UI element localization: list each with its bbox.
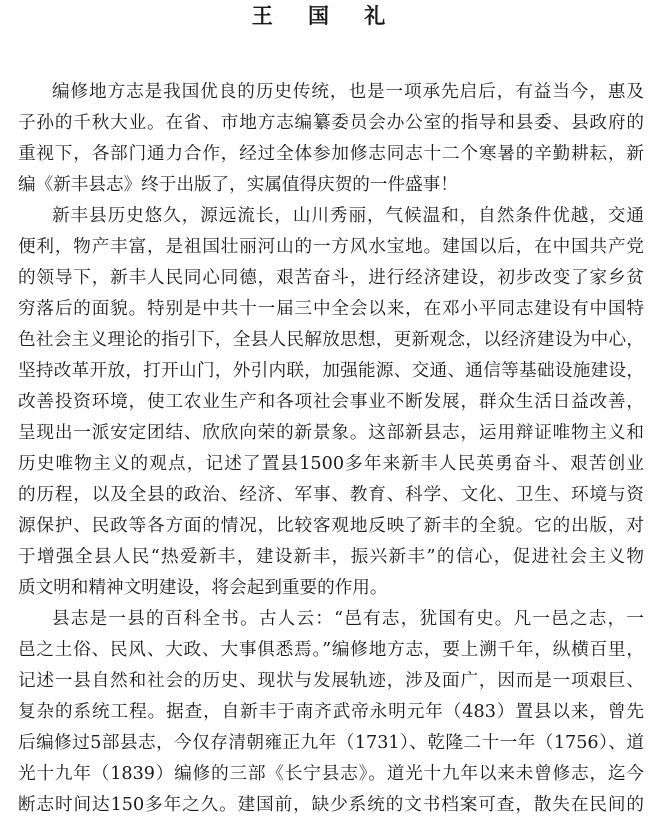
text-line: 的领导下，新丰人民同心同德，艰苦奋斗，进行经济建设，初步改变了家乡贫 xyxy=(18,268,644,288)
text-line: 历史唯物主义的观点，记述了置县1500多年来新丰人民英勇奋斗、艰苦创业 xyxy=(18,454,644,474)
text-line: 后编修过5部县志，今仅存清朝雍正九年（1731）、乾隆二十一年（1756）、道 xyxy=(18,733,644,753)
text-line: 编《新丰县志》终于出版了，实属值得庆贺的一件盛事！ xyxy=(18,175,458,195)
text-line: 改善投资环境，使工农业生产和各项社会事业不断发展，群众生活日益改善， xyxy=(18,392,644,412)
text-line: 的历程，以及全县的政治、经济、军事、教育、科学、文化、卫生、环境与资 xyxy=(18,485,644,505)
text-line: 新丰县历史悠久，源远流长，山川秀丽，气候温和，自然条件优越，交通 xyxy=(52,206,644,226)
text-line: 呈现出一派安定团结、欣欣向荣的新景象。这部新县志，运用辩证唯物主义和 xyxy=(18,423,644,443)
text-line: 色社会主义理论的指引下，全县人民解放思想，更新观念，以经济建设为中心， xyxy=(18,330,644,350)
text-line: 坚持改革开放，打开山门，外引内联，加强能源、交通、通信等基础设施建设， xyxy=(18,361,644,381)
text-line: 源保护、民政等各方面的情况，比较客观地反映了新丰的全貌。它的出版，对 xyxy=(18,516,644,536)
text-line: 便利，物产丰富，是祖国壮丽河山的一方风水宝地。建国以后，在中国共产党 xyxy=(18,237,644,257)
text-line: 编修地方志是我国优良的历史传统，也是一项承先启后，有益当今，惠及 xyxy=(52,82,644,102)
text-line: 邑之土俗、民风、大政、大事俱悉焉。”编修地方志，要上溯千年，纵横百里， xyxy=(18,640,644,660)
text-line: 复杂的系统工程。据查，自新丰于南齐武帝永明元年（483）置县以来，曾先 xyxy=(18,702,644,722)
text-line: 记述一县自然和社会的历史、现状与发展轨迹，涉及面广，因而是一项艰巨、 xyxy=(18,671,644,691)
text-line: 重视下，各部门通力合作，经过全体参加修志同志十二个寒暑的辛勤耕耘，新 xyxy=(18,144,644,164)
text-line: 县志是一县的百科全书。古人云：“邑有志，犹国有史。凡一邑之志，一 xyxy=(52,609,644,629)
text-line: 于增强全县人民“热爱新丰，建设新丰，振兴新丰”的信心，促进社会主义物 xyxy=(18,547,644,567)
text-line: 光十九年（1839）编修的三部《长宁县志》。道光十九年以来未曾修志，迄今 xyxy=(18,764,644,784)
text-line: 子孙的千秋大业。在省、市地方志编纂委员会办公室的指导和县委、县政府的 xyxy=(18,113,644,133)
text-line: 穷落后的面貌。特别是中共十一届三中全会以来，在邓小平同志建设有中国特 xyxy=(18,299,644,319)
text-line: 断志时间达150多年之久。建国前，缺少系统的文书档案可查，散失在民间的 xyxy=(18,795,644,815)
body-text xyxy=(18,77,644,821)
text-line: 质文明和精神文明建设，将会起到重要的作用。 xyxy=(18,578,388,598)
author-title: 王 国 礼 xyxy=(251,3,400,28)
